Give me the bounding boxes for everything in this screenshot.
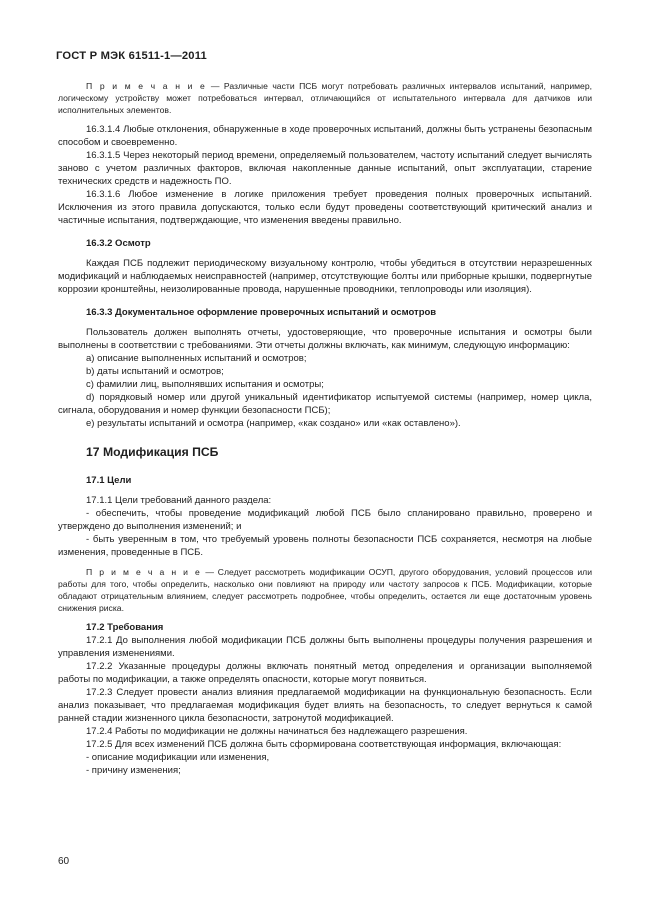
page-number: 60: [58, 856, 70, 867]
paragraph-16-3-1-4: 16.3.1.4 Любые отклонения, обнаруженные в ходе проверочных испытаний, должны быть устранены безопасным способом и своевременно.: [58, 124, 592, 148]
note-label: П р и м е ч а н и е: [86, 567, 202, 577]
page-content: [58, 80, 592, 777]
paragraph-17-2-3: 17.2.3 Следует провести анализ влияния предлагаемой модификации на функциональную безопасность. Если анализ показывает, что предлагаемая модификация будет влиять на безопасность, то следует вернуться к самой ранней стадии жизненного цикла безопасности, затронутой модификацией.: [58, 687, 592, 724]
heading-16-3-3: 16.3.3 Документальное оформление проверочных испытаний и осмотров: [86, 307, 437, 318]
note-text: — Различные части ПСБ могут потребовать различных интервалов испытаний, например, логическому устройству может потребоваться интервал, отличающийся от испытательного интервала для датчиков или исполнительных элементов.: [58, 81, 592, 115]
note-label: П р и м е ч а н и е: [86, 81, 207, 91]
paragraph-16-3-3: Пользователь должен выполнять отчеты, удостоверяющие, что проверочные испытания и осмотры были выполнены в соответствии с требованиями. Эти отчеты должны включать, как минимум, следующую информацию:: [58, 327, 592, 351]
note-paragraph: [58, 566, 592, 614]
heading-section-17: 17 Модификация ПСБ: [86, 445, 219, 459]
paragraph-17-2-4: 17.2.4 Работы по модификации не должны начинаться без надлежащего разрешения.: [86, 726, 468, 737]
paragraph-17-2-5: 17.2.5 Для всех изменений ПСБ должна быть сформирована соответствующая информация, включающая:: [86, 739, 562, 750]
list-item: а) описание выполненных испытаний и осмотров;: [86, 353, 307, 364]
heading-17-2: 17.2 Требования: [86, 622, 164, 633]
list-item: е) результаты испытаний и осмотра (например, «как создано» или «как оставлено»).: [86, 418, 461, 429]
paragraph-16-3-1-6: 16.3.1.6 Любое изменение в логике приложения требует проведения полных проверочных испытаний. Исключения из этого правила допускаются, только если будут проведены соответствующий критический анализ и частичные испытания, подтверждающие, что изменения введены правильно.: [58, 189, 592, 226]
heading-17-1: 17.1 Цели: [86, 475, 132, 486]
note-paragraph: [58, 80, 592, 116]
list-item: с) фамилии лиц, выполнявших испытания и осмотры;: [86, 379, 324, 390]
paragraph-17-2-2: 17.2.2 Указанные процедуры должны включать понятный метод определения и организации выполняемой работы по модификации, а также определять опасности, которые могут появиться.: [58, 661, 592, 685]
paragraph-16-3-1-5: 16.3.1.5 Через некоторый период времени, определяемый пользователем, частоту испытаний следует вычислять заново с учетом различных факторов, включая накопленные данные испытаний, опыт эксплуатации, старение технических средств и надежность ПО.: [58, 150, 592, 187]
list-item: b) даты испытаний и осмотров;: [86, 366, 224, 377]
list-item: - обеспечить, чтобы проведение модификаций любой ПСБ было спланировано правильно, проверено и утверждено до выполнения изменений; и: [58, 508, 592, 532]
list-item: - описание модификации или изменения,: [86, 752, 270, 763]
list-item: - быть уверенным в том, что требуемый уровень полноты безопасности ПСБ сохраняется, несмотря на любые изменения, проведенные в ПСБ.: [58, 534, 592, 558]
paragraph-17-1-1: 17.1.1 Цели требований данного раздела:: [86, 495, 272, 506]
paragraph-16-3-2: Каждая ПСБ подлежит периодическому визуальному контролю, чтобы убедиться в отсутствии неразрешенных модификаций и наблюдаемых неисправностей (например, отсутствующие болты или приборные крышки, подвергнутые коррозии кронштейны, неизолированные провода, нарушенные проводники, теплопроводы или изоляция).: [58, 258, 592, 295]
paragraph-17-2-1: 17.2.1 До выполнения любой модификации ПСБ должны быть выполнены процедуры получения разрешения и управления изменениями.: [58, 635, 592, 659]
document-header: ГОСТ Р МЭК 61511-1—2011: [56, 50, 207, 62]
list-item: - причину изменения;: [86, 765, 181, 776]
heading-16-3-2: 16.3.2 Осмотр: [86, 238, 151, 249]
list-item: d) порядковый номер или другой уникальный идентификатор испытуемой системы (например, номер цикла, сигнала, оборудования и номер функции безопасности ПСБ);: [58, 392, 592, 416]
note-text: — Следует рассмотреть модификации ОСУП, другого оборудования, условий процессов или работы для того, чтобы определить, насколько они повлияют на природу или частоту запросов к ПСБ. Модификации, которые обладают отрицательным влиянием, следует рассмотреть подробнее, чтобы определить, остается ли еще достаточным уровень снижения риска.: [58, 567, 592, 613]
